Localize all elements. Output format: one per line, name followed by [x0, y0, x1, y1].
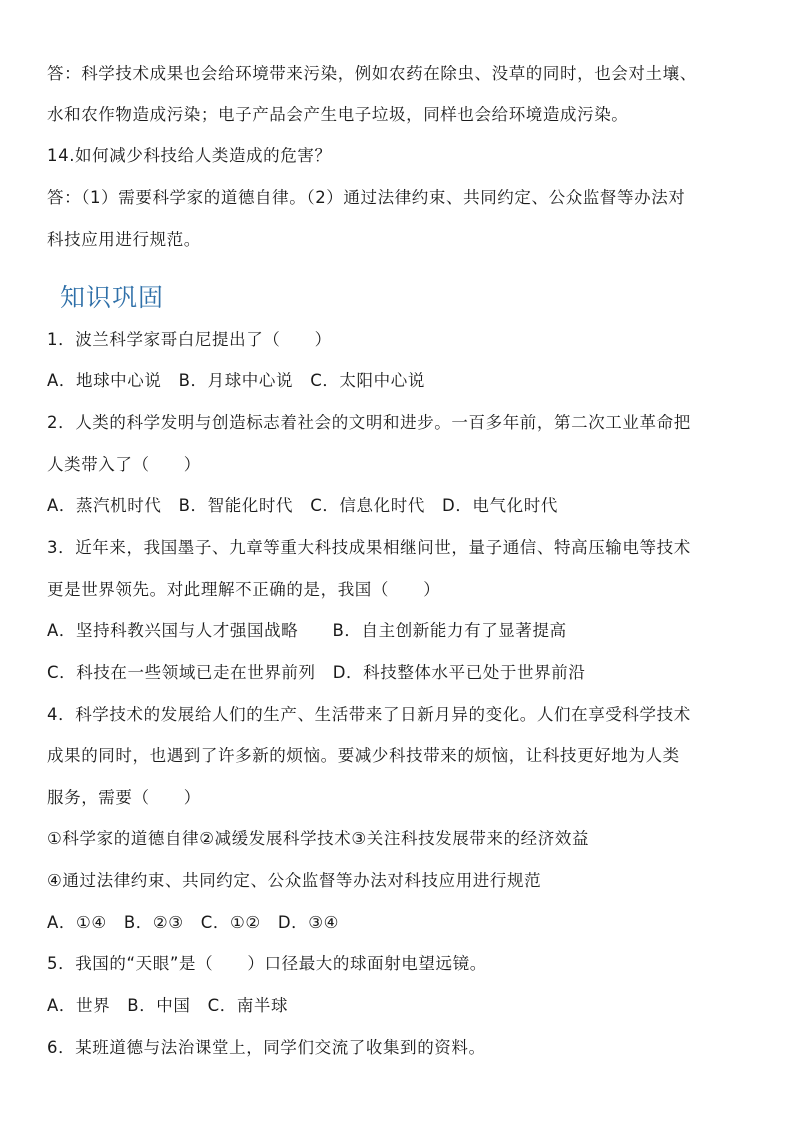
q4-items-line-2: ④通过法律约束、共同约定、公众监督等办法对科技应用进行规范	[47, 871, 542, 890]
q4-stem-line-2: 成果的同时，也遇到了许多新的烦恼。要减少科技带来的烦恼，让科技更好地为人类	[47, 746, 680, 765]
q4-items-line-1: ①科学家的道德自律②减缓发展科学技术③关注科技发展带来的经济效益	[47, 829, 590, 848]
answer-14-line-2: 科技应用进行规范。	[47, 230, 201, 249]
q2-stem-line-1: 2．人类的科学发明与创造标志着社会的文明和进步。一百多年前，第二次工业革命把	[47, 413, 691, 432]
answer-14-line-1: 答：（1）需要科学家的道德自律。（2）通过法律约束、共同约定、公众监督等办法对	[47, 188, 686, 207]
q5-options: A．世界 B．中国 C．南半球	[47, 996, 289, 1015]
answer-13-line-1: 答：科学技术成果也会给环境带来污染，例如农药在除虫、没草的同时，也会对土壤、	[47, 64, 697, 83]
q2-stem-line-2: 人类带入了（ ）	[47, 455, 201, 474]
q3-stem-line-2: 更是世界领先。对此理解不正确的是，我国（ ）	[47, 580, 441, 599]
q4-stem-line-3: 服务，需要（ ）	[47, 788, 201, 807]
q2-options: A．蒸汽机时代 B．智能化时代 C．信息化时代 D．电气化时代	[47, 496, 558, 515]
q5-stem: 5．我国的“天眼”是（ ）口径最大的球面射电望远镜。	[47, 954, 487, 973]
q1-options: A．地球中心说 B．月球中心说 C．太阳中心说	[47, 371, 425, 390]
question-14: 14.如何减少科技给人类造成的危害？	[47, 146, 332, 165]
q3-options-line-2: C．科技在一些领域已走在世界前列 D．科技整体水平已处于世界前沿	[47, 663, 586, 682]
q3-options-line-1: A．坚持科教兴国与人才强国战略 B．自主创新能力有了显著提高	[47, 621, 567, 640]
q3-stem-line-1: 3．近年来，我国墨子、九章等重大科技成果相继问世，量子通信、特高压输电等技术	[47, 538, 691, 557]
section-heading: 知识巩固	[60, 283, 165, 312]
q4-stem-line-1: 4．科学技术的发展给人们的生产、生活带来了日新月异的变化。人们在享受科学技术	[47, 705, 691, 724]
q6-stem: 6．某班道德与法治课堂上，同学们交流了收集到的资料。	[47, 1038, 486, 1057]
q4-options: A．①④ B．②③ C．①② D．③④	[47, 913, 340, 932]
q1-stem: 1．波兰科学家哥白尼提出了（ ）	[47, 330, 332, 349]
answer-13-line-2: 水和农作物造成污染；电子产品会产生电子垃圾，同样也会给环境造成污染。	[47, 105, 629, 124]
